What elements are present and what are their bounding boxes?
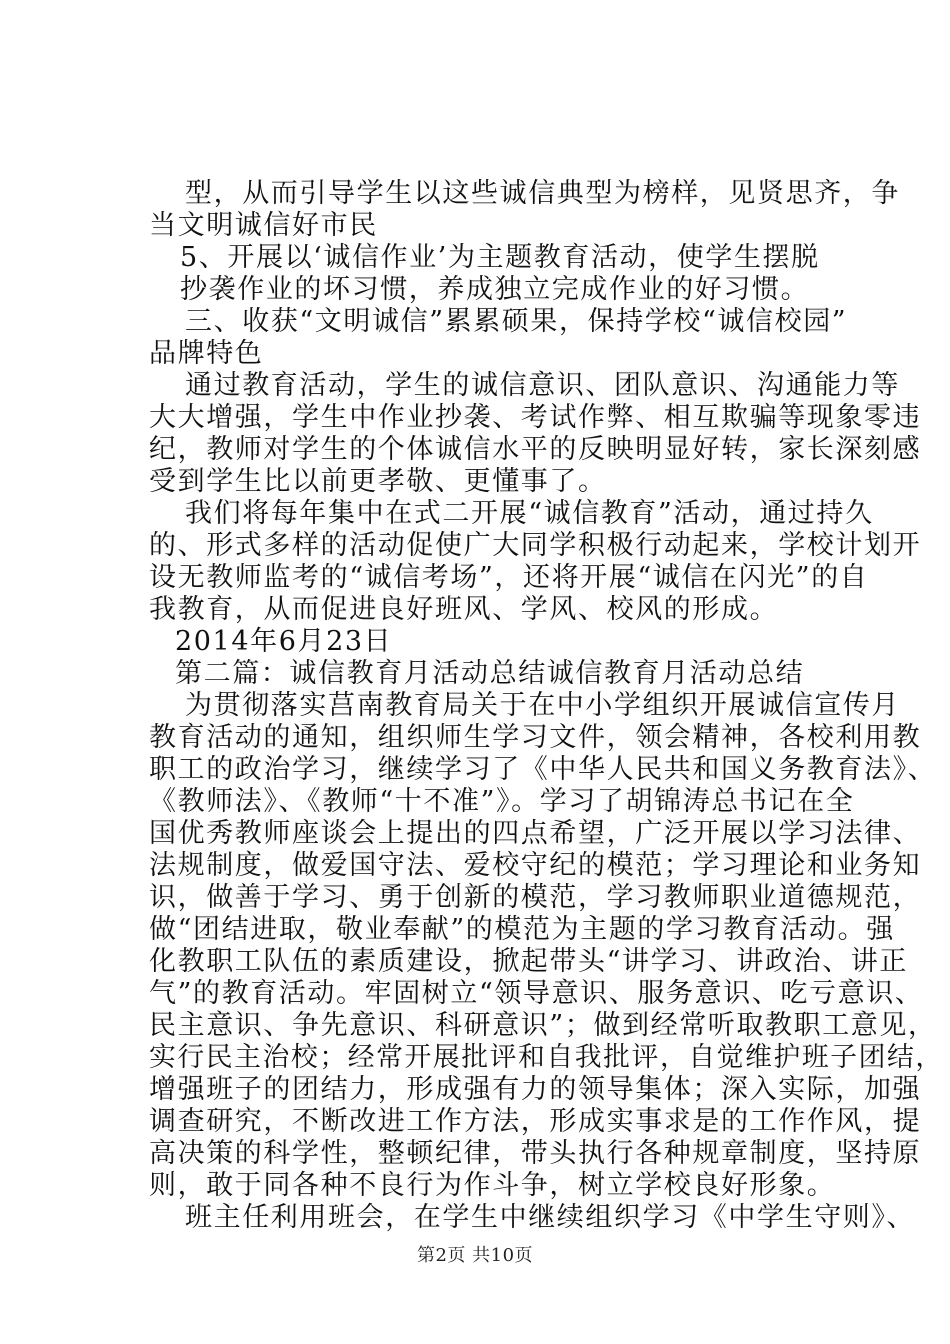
text-line: 则，敢于同各种不良行为作斗争，树立学校良好形象。 (149, 1170, 836, 1201)
date-line: 2014年6月23日 (175, 626, 393, 657)
text-line: 当文明诚信好市民 (149, 210, 378, 241)
text-line: 国优秀教师座谈会上提出的四点希望，广泛开展以学习法律、 (149, 818, 922, 849)
text-line: 调查研究，不断改进工作方法，形成实事求是的工作作风，提 (149, 1106, 922, 1137)
text-line: 纪，教师对学生的个体诚信水平的反映明显好转，家长深刻感 (149, 434, 922, 465)
text-line: 的、形式多样的活动促使广大同学积极行动起来，学校计划开 (149, 530, 922, 561)
text-line: 班主任利用班会，在学生中继续组织学习《中学生守则》、 (185, 1202, 916, 1233)
text-line: 型，从而引导学生以这些诚信典型为榜样，见贤思齐，争 (185, 178, 900, 209)
text-line: 通过教育活动，学生的诚信意识、团队意识、沟通能力等 (185, 370, 900, 401)
text-line: 抄袭作业的坏习惯，养成独立完成作业的好习惯。 (180, 274, 810, 305)
text-line: 受到学生比以前更孝敬、更懂事了。 (149, 466, 607, 497)
text-line: 我教育，从而促进良好班风、学风、校风的形成。 (149, 594, 779, 625)
page-number-footer: 第2页 共10页 (416, 1245, 534, 1266)
text-line: 5、开展以‘诚信作业’为主题教育活动，使学生摆脱 (180, 242, 820, 273)
text-line: 品牌特色 (149, 338, 264, 369)
text-line: 《教师法》、《教师“十不准”》。学习了胡锦涛总书记在全 (149, 786, 855, 817)
text-line: 民主意识、争先意识、科研意识”；做到经常听取教职工意见， (149, 1010, 937, 1041)
section-heading: 第二篇：诚信教育月活动总结诚信教育月活动总结 (175, 658, 805, 689)
text-line: 化教职工队伍的素质建设，掀起带头“讲学习、讲政治、讲正 (149, 946, 909, 977)
text-line: 为贯彻落实莒南教育局关于在中小学组织开展诚信宣传月 (185, 690, 900, 721)
text-line: 大大增强，学生中作业抄袭、考试作弊、相互欺骗等现象零违 (149, 402, 922, 433)
text-line: 设无教师监考的“诚信考场”，还将开展“诚信在闪光”的自 (149, 562, 869, 593)
text-line: 我们将每年集中在式二开展“诚信教育”活动，通过持久 (185, 498, 874, 529)
text-line: 教育活动的通知，组织师生学习文件，领会精神，各校利用教 (149, 722, 922, 753)
text-line: 做“团结进取，敬业奉献”的模范为主题的学习教育活动。强 (149, 914, 895, 945)
text-line: 三、收获“文明诚信”累累硕果，保持学校“诚信校园” (185, 306, 848, 337)
text-line: 实行民主治校；经常开展批评和自我批评，自觉维护班子团结， (149, 1042, 944, 1073)
text-line: 识，做善于学习、勇于创新的模范，学习教师职业道德规范， (149, 882, 922, 913)
text-line: 高决策的科学性，整顿纪律，带头执行各种规章制度，坚持原 (149, 1138, 922, 1169)
text-line: 气”的教育活动。牢固树立“领导意识、服务意识、吃亏意识、 (149, 978, 924, 1009)
text-line: 增强班子的团结力，形成强有力的领导集体；深入实际，加强 (149, 1074, 922, 1105)
text-line: 职工的政治学习，继续学习了《中华人民共和国义务教育法》、 (149, 754, 937, 785)
text-line: 法规制度，做爱国守法、爱校守纪的模范；学习理论和业务知 (149, 850, 922, 881)
